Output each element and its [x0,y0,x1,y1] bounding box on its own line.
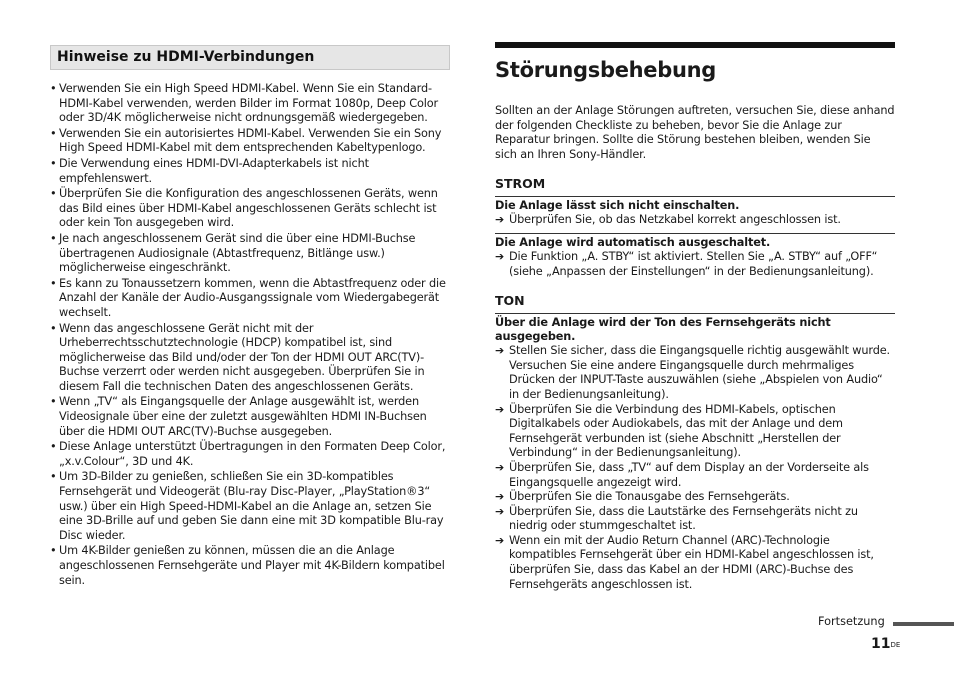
list-item: • Verwenden Sie ein autorisiertes HDMI-Kabel. Verwenden Sie ein Sony High Speed HDMI-Kabel mit dem entsprechenden Kabeltypenlogo. [50,127,450,156]
arrow-icon: ➔ [495,504,505,518]
solution-item: ➔ Überprüfen Sie, dass die Lautstärke des Fernsehgeräts nicht zu niedrig oder stummgeschaltet ist. [495,504,858,533]
strom-heading: STROM [495,176,546,192]
problem-block [495,196,895,228]
language-code: DE [890,641,901,649]
problem-title: Über die Anlage wird der Ton des Fernsehgeräts nicht ausgegeben. [495,316,831,344]
arrow-icon: ➔ [495,402,505,416]
list-item: • Es kann zu Tonaussetzern kommen, wenn die Abtastfrequenz oder die Anzahl der Kanäle der Audio-Ausgangssignale vom Wiedergabegerät wechselt. [50,277,450,321]
solution-item: ➔ Stellen Sie sicher, dass die Eingangsquelle richtig ausgewählt wurde. Versuchen Sie eine andere Eingangsquelle durch mehrmaliges Drücken der INPUT-Taste auszuwählen (siehe „Abspielen von Audio“ in der Bedienungsanleitung). [495,344,890,401]
arrow-icon: ➔ [495,249,505,263]
list-item: • Wenn „TV“ als Eingangsquelle der Anlage ausgewählt ist, werden Videosignale über eine der zuletzt ausgewählten HDMI IN-Buchsen über die HDMI OUT ARC(TV)-Buchse ausgegeben. [50,395,450,439]
list-item: • Wenn das angeschlossene Gerät nicht mit der Urheberrechtsschutztechnologie (HDCP) kompatibel ist, sind möglicherweise das Bild und/oder der Ton der HDMI OUT ARC(TV)-Buchse verzerrt oder werden nicht ausgegeben. Überprüfen Sie in diesem Fall die technischen Daten des angeschlossenen Geräts. [50,322,450,395]
list-item: • Die Verwendung eines HDMI-DVI-Adapterkabels ist nicht empfehlenswert. [50,157,450,186]
hdmi-notes-list [50,82,450,588]
solution-item: ➔ Die Funktion „A. STBY“ ist aktiviert. Stellen Sie „A. STBY“ auf „OFF“ (siehe „Anpassen der Einstellungen“ in der Bedienungsanleitung). [495,249,878,278]
arrow-icon: ➔ [495,213,505,227]
list-item: • Verwenden Sie ein High Speed HDMI-Kabel. Wenn Sie ein Standard-HDMI-Kabel verwenden, werden Bilder im Format 1080p, Deep Color oder 3D/4K möglicherweise nicht ordnungsgemäß wiedergegeben. [50,82,450,126]
intro-paragraph: Sollten an der Anlage Störungen auftreten, versuchen Sie, diese anhand der folgenden Checkliste zu beheben, bevor Sie die Anlage zur Reparatur bringen. Sollte die Störung bestehen bleiben, wenden Sie sich an Ihren Sony-Händler. [495,104,895,161]
title-rule [495,42,895,48]
continued-label: Fortsetzung [818,615,885,628]
hdmi-notes-column [50,45,450,589]
list-item: • Um 3D-Bilder zu genießen, schließen Sie ein 3D-kompatibles Fernsehgerät und Videogerät (Blu-ray Disc-Player, „PlayStation®3“ usw.) über ein High Speed-HDMI-Kabel an die Anlage an, setzen Sie eine 3D-Brille auf und geben Sie dann eine mit 3D kompatible Blu-ray Disc wieder. [50,470,450,543]
arrow-icon: ➔ [495,533,505,547]
list-item: • Um 4K-Bilder genießen zu können, müssen die an die Anlage angeschlossenen Fernsehgeräte und Player mit 4K-Bildern kompatibel sein. [50,544,450,588]
problem-title: Die Anlage lässt sich nicht einschalten. [495,199,740,213]
list-item: • Je nach angeschlossenem Gerät sind die über eine HDMI-Buchse übertragenen Audiosignale (Abtastfrequenz, Bitlänge usw.) möglicherweise eingeschränkt. [50,232,450,276]
solution-item: ➔ Überprüfen Sie, dass „TV“ auf dem Display an der Vorderseite als Eingangsquelle angezeigt wird. [495,460,869,489]
arrow-icon: ➔ [495,490,505,504]
solution-item: ➔ Wenn ein mit der Audio Return Channel (ARC)-Technologie kompatibles Fernsehgerät über ein HDMI-Kabel angeschlossen ist, überprüfen Sie, dass das Kabel an der HDMI (ARC)-Buchse des Fernsehgeräts angeschlossen ist. [495,533,874,591]
arrow-icon: ➔ [495,460,505,474]
list-item: • Diese Anlage unterstützt Übertragungen in den Formaten Deep Color, „x.v.Colour“, 3D und 4K. [50,440,450,469]
troubleshooting-column [495,42,895,592]
solution-item: ➔ Überprüfen Sie die Verbindung des HDMI-Kabels, optischen Digitalkabels oder Audiokabels, das mit der Anlage und dem Fernsehgerät verbunden ist (siehe Abschnitt „Herstellen der Verbindung“ in der Bedienungsanleitung). [495,402,843,460]
arrow-icon: ➔ [495,344,505,358]
solution-item: ➔ Überprüfen Sie die Tonausgabe des Fernsehgeräts. [495,490,790,504]
hdmi-notes-heading: Hinweise zu HDMI-Verbindungen [50,45,450,70]
continued-bar [893,622,954,626]
problem-block [495,313,895,592]
page-title: Störungsbehebung [495,58,717,82]
solution-item: ➔ Überprüfen Sie, ob das Netzkabel korrekt angeschlossen ist. [495,213,841,227]
ton-heading: TON [495,293,525,309]
page-number: $11_{DE}$ [871,636,901,652]
list-item: • Überprüfen Sie die Konfiguration des angeschlossenen Geräts, wenn das Bild eines über HDMI-Kabel angeschlossenen Geräts schlecht ist oder kein Ton ausgegeben wird. [50,187,450,231]
problem-block [495,233,895,279]
problem-title: Die Anlage wird automatisch ausgeschaltet. [495,235,771,249]
